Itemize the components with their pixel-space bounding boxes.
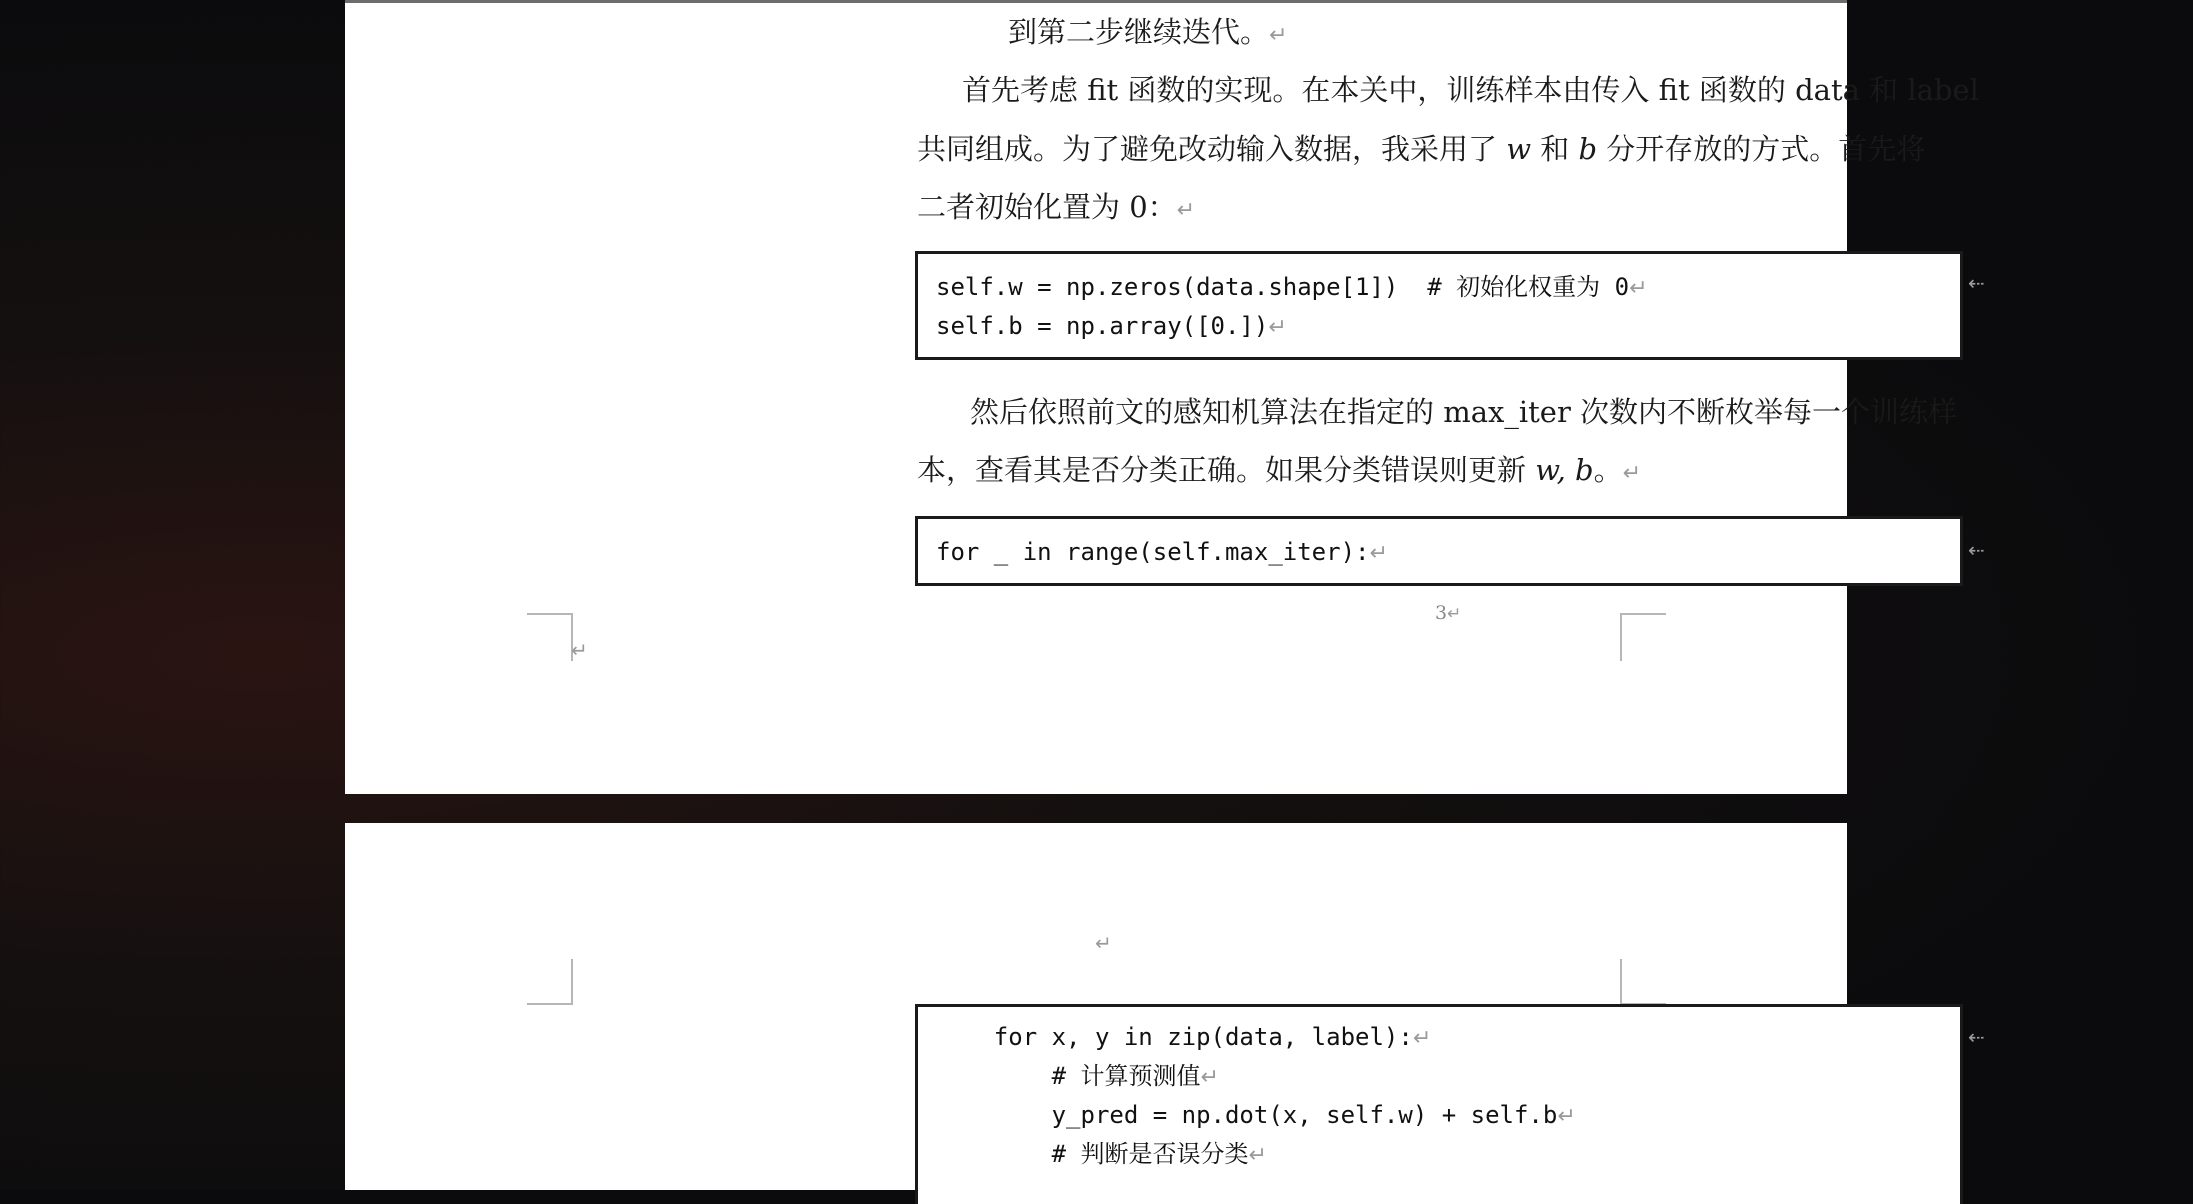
paragraph-text[interactable] bbox=[1008, 3, 2056, 65]
text-run: 二者初始化置为 0： bbox=[917, 190, 1177, 224]
text-run: 本，查看其是否分类正确。如果分类错误则更新 bbox=[917, 453, 1536, 487]
text-run: 到第二步继续迭代。 bbox=[1008, 15, 1270, 49]
code-block[interactable] bbox=[915, 1004, 1963, 1204]
paragraph-mark-icon: ↵ bbox=[1557, 1104, 1576, 1129]
code-block[interactable] bbox=[915, 251, 1963, 360]
math-variable-w: w bbox=[1506, 132, 1532, 166]
paragraph-mark-icon: ↵ bbox=[1412, 1026, 1432, 1051]
paragraph-mark-icon: ↵ bbox=[1200, 1065, 1219, 1090]
paragraph-mark-icon: ↵ bbox=[1369, 541, 1388, 566]
paragraph-mark-icon: ↵ bbox=[1622, 461, 1642, 486]
cell-end-mark-icon: ⇠ bbox=[1968, 271, 1985, 295]
margin-corner-mark bbox=[1620, 959, 1622, 1005]
paragraph-text[interactable] bbox=[970, 383, 2018, 441]
margin-corner-mark bbox=[1620, 613, 1622, 661]
code-line: self.b = np.array([0.])↵ bbox=[936, 312, 1287, 340]
text-run: 分开存放的方式。首先将 bbox=[1597, 132, 1926, 166]
code-line: for x, y in zip(data, label):↵ bbox=[936, 1023, 1432, 1051]
paragraph-text[interactable] bbox=[917, 120, 1965, 178]
document-page-1 bbox=[345, 0, 1985, 794]
text-run: 和 bbox=[1531, 132, 1579, 166]
margin-corner-mark bbox=[571, 959, 573, 1005]
text-run: 首先考虑 fit 函数的实现。在本关中，训练样本由传入 fit 函数的 data 和 label bbox=[962, 73, 1979, 107]
document-page-2 bbox=[345, 823, 1985, 1190]
paragraph-mark-icon: ↵ bbox=[1248, 1143, 1267, 1168]
text-run: 然后依照前文的感知机算法在指定的 max_iter 次数内不断枚举每一个训练样 bbox=[970, 395, 1958, 429]
paragraph-mark-icon: ↵ bbox=[1268, 315, 1287, 340]
code-line: # 计算预测值↵ bbox=[936, 1062, 1219, 1090]
paragraph-mark-icon: ↵ bbox=[1176, 198, 1196, 223]
code-line: for _ in range(self.max_iter):↵ bbox=[936, 538, 1388, 566]
paragraph-text[interactable] bbox=[962, 61, 2010, 119]
paragraph-mark-icon: ↵ bbox=[1447, 604, 1462, 624]
text-run: 。 bbox=[1593, 453, 1623, 487]
margin-corner-mark bbox=[1621, 613, 1666, 615]
text-run: 共同组成。为了避免改动输入数据，我采用了 bbox=[917, 132, 1507, 166]
paragraph-mark-icon: ↵ bbox=[1095, 931, 1112, 955]
paragraph-mark-icon: ↵ bbox=[1269, 23, 1288, 48]
cell-end-mark-icon: ⇠ bbox=[1968, 538, 1985, 562]
code-line: self.w = np.zeros(data.shape[1]) # 初始化权重为 0↵ bbox=[936, 273, 1648, 301]
page-number: 3↵ bbox=[1435, 602, 1462, 624]
code-block[interactable] bbox=[915, 516, 1963, 586]
paragraph-mark-icon: ↵ bbox=[1629, 276, 1648, 301]
math-variables-wb: w, b bbox=[1535, 453, 1594, 487]
paragraph-text[interactable] bbox=[917, 178, 1965, 240]
paragraph-mark-icon: ↵ bbox=[571, 638, 588, 662]
cell-end-mark-icon: ⇠ bbox=[1968, 1025, 1985, 1049]
paragraph-text[interactable] bbox=[917, 441, 1965, 503]
math-variable-b: b bbox=[1578, 132, 1598, 166]
code-line: y_pred = np.dot(x, self.w) + self.b↵ bbox=[936, 1101, 1576, 1129]
margin-corner-mark bbox=[527, 613, 572, 615]
code-line: # 判断是否误分类↵ bbox=[936, 1140, 1267, 1168]
margin-corner-mark bbox=[527, 1003, 572, 1005]
